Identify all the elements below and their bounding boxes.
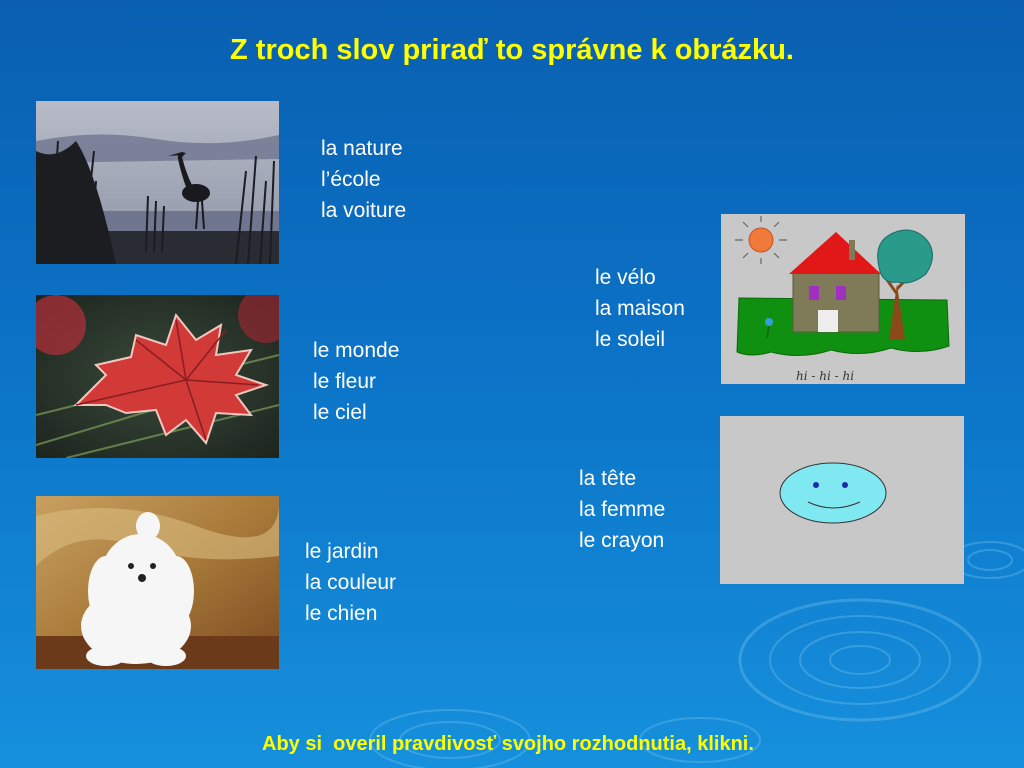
house-drawing[interactable] — [721, 214, 965, 384]
word-option[interactable]: la voiture — [321, 199, 407, 222]
word-option[interactable]: le crayon — [579, 529, 665, 552]
word-option[interactable]: le chien — [305, 602, 378, 625]
smiley-drawing[interactable] — [720, 416, 964, 584]
word-option[interactable]: le jardin — [305, 540, 379, 563]
word-choices-2 — [313, 335, 399, 428]
heron-lake-photo[interactable] — [36, 101, 279, 264]
page-title: Z troch slov priraď to správne k obrázku. — [230, 34, 794, 66]
word-option[interactable]: l’école — [321, 168, 381, 191]
word-option[interactable]: le fleur — [313, 370, 377, 393]
word-option[interactable]: le ciel — [313, 401, 367, 424]
word-option[interactable]: la tête — [579, 467, 637, 490]
word-option[interactable]: le vélo — [595, 266, 656, 289]
word-option[interactable]: le soleil — [595, 328, 666, 351]
white-dog-photo[interactable] — [36, 496, 279, 669]
red-leaf-photo[interactable] — [36, 295, 279, 458]
drawing-caption: hi - hi - hi — [796, 369, 855, 383]
word-option[interactable]: la nature — [321, 137, 403, 160]
word-option[interactable]: le monde — [313, 339, 400, 362]
word-choices-1 — [321, 133, 406, 226]
smiley-face-icon — [780, 463, 886, 523]
word-option[interactable]: la maison — [595, 297, 685, 320]
word-choices-3 — [305, 536, 396, 629]
word-option[interactable]: la couleur — [305, 571, 397, 594]
word-choices-5 — [579, 463, 665, 556]
check-answer-link[interactable]: Aby si overil pravdivosť svojho rozhodnutia, klikni. — [262, 733, 754, 755]
word-option[interactable]: la femme — [579, 498, 666, 521]
word-choices-4 — [595, 262, 685, 355]
